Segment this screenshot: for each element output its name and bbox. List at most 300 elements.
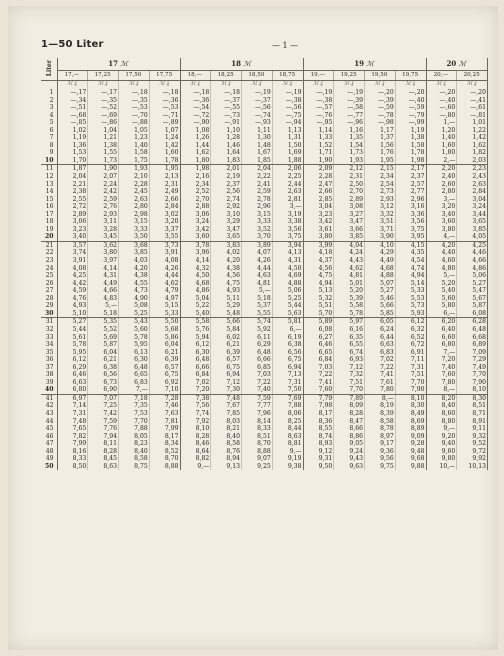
price-cell: 4,20 (426, 241, 457, 249)
price-cell: 7,13 (272, 371, 303, 379)
liter-cell: 1 (41, 89, 57, 97)
price-cell: 7,99 (149, 425, 180, 433)
price-cell: —,71 (149, 112, 180, 120)
price-cell: 2,84 (457, 188, 488, 196)
price-cell: —,98 (365, 119, 396, 127)
price-cell: —,41 (457, 97, 488, 105)
price-cell: 8,51 (242, 433, 273, 441)
price-cell: 8,40 (426, 402, 457, 410)
table-row (41, 173, 488, 181)
liter-cell: 42 (41, 402, 57, 410)
price-cell: 1,21 (88, 134, 119, 142)
price-cell: 7,07 (88, 394, 119, 402)
price-cell: 6,29 (242, 341, 273, 349)
price-cell: —,53 (119, 104, 150, 112)
price-cell: 2,98 (119, 211, 150, 219)
table-row (41, 364, 488, 372)
price-cell: 6,12 (395, 318, 426, 326)
price-cell: 1,40 (119, 142, 150, 150)
price-cell: —,68 (57, 112, 88, 120)
price-cell: 7,38 (180, 394, 211, 402)
price-cell: 6,02 (211, 334, 242, 342)
price-cell: 2,70 (334, 188, 365, 196)
price-cell: 2,93 (365, 196, 396, 204)
price-cell: —,57 (303, 104, 334, 112)
price-cell: 1,10 (211, 127, 242, 135)
price-cell: —,72 (180, 112, 211, 120)
price-cell: 3,04 (303, 203, 334, 211)
price-cell: 3,12 (365, 203, 396, 211)
unit-cell: ℳ ₰ (272, 81, 303, 90)
price-cell: 2,77 (395, 188, 426, 196)
price-cell: 7,12 (211, 379, 242, 387)
price-cell: 9,56 (365, 455, 396, 463)
liter-cell: 6 (41, 127, 57, 135)
price-cell: 7,70 (395, 379, 426, 387)
price-cell: 4,38 (119, 272, 150, 280)
price-cell: 3,16 (395, 203, 426, 211)
price-cell: 4,75 (303, 272, 334, 280)
price-cell: 2,59 (88, 196, 119, 204)
price-cell: 4,26 (149, 265, 180, 273)
price-cell: 3,20 (426, 203, 457, 211)
price-cell: 6,52 (395, 334, 426, 342)
liter-cell: 50 (41, 463, 57, 471)
price-cell: 6,63 (57, 379, 88, 387)
liter-cell: 17 (41, 211, 57, 219)
price-cell: 6,75 (272, 356, 303, 364)
price-cell: 1,62 (180, 149, 211, 157)
price-cell: 8,19 (365, 402, 396, 410)
price-cell: 3,90 (365, 233, 396, 241)
unit-cell: ℳ ₰ (180, 81, 211, 90)
price-cell: 4,07 (242, 249, 273, 257)
table-row (41, 310, 488, 318)
liter-cell: 37 (41, 364, 57, 372)
price-cell: 8,74 (303, 433, 334, 441)
price-cell: 1,50 (272, 142, 303, 150)
price-cell: 6,13 (119, 349, 150, 357)
price-cell: 3,— (272, 203, 303, 211)
liter-cell: 2 (41, 97, 57, 105)
price-cell: 3,27 (334, 211, 365, 219)
price-cell: 7,88 (119, 425, 150, 433)
price-cell: 6,91 (395, 349, 426, 357)
price-cell: 3,47 (211, 226, 242, 234)
price-cell: 5,66 (365, 302, 396, 310)
price-group-label: 19 (354, 58, 365, 68)
price-cell: 1,62 (457, 142, 488, 150)
price-cell: 4,26 (242, 257, 273, 265)
price-cell: 2,20 (426, 165, 457, 173)
price-cell: 2,03 (457, 157, 488, 165)
price-cell: 7,70 (119, 418, 150, 426)
price-cell: —,88 (119, 119, 150, 127)
price-cell: 5,94 (180, 334, 211, 342)
liter-cell: 43 (41, 410, 57, 418)
price-cell: 7,— (426, 349, 457, 357)
price-cell: 2,63 (457, 181, 488, 189)
price-cell: 3,85 (334, 233, 365, 241)
price-cell: 3,57 (57, 241, 88, 249)
price-cell: —,80 (426, 112, 457, 120)
price-cell: 7,63 (149, 410, 180, 418)
liter-cell: 9 (41, 149, 57, 157)
price-cell: 1,08 (180, 127, 211, 135)
price-cell: 8,39 (365, 410, 396, 418)
price-cell: 1,55 (88, 149, 119, 157)
price-cell: 9,63 (334, 463, 365, 471)
price-cell: 3,61 (303, 226, 334, 234)
price-cell: —,19 (242, 89, 273, 97)
price-cell: 8,— (426, 386, 457, 394)
price-cell: —,38 (272, 97, 303, 105)
price-cell: 6,12 (180, 341, 211, 349)
price-cell: 1,11 (242, 127, 273, 135)
price-cell: 1,28 (211, 134, 242, 142)
price-cell: 8,28 (180, 433, 211, 441)
price-cell: 8,55 (303, 425, 334, 433)
price-cell: 7,20 (426, 356, 457, 364)
price-cell: 7,40 (426, 364, 457, 372)
price-subheader: 18,50 (242, 71, 273, 81)
price-cell: 3,75 (272, 233, 303, 241)
liter-cell: 10 (41, 157, 57, 165)
price-cell: 6,08 (457, 310, 488, 318)
price-cell: 2,31 (149, 181, 180, 189)
liter-cell: 27 (41, 287, 57, 295)
price-cell: —,19 (334, 89, 365, 97)
price-cell: 2,09 (303, 165, 334, 173)
price-cell: 5,35 (88, 318, 119, 326)
price-cell: 7,82 (57, 433, 88, 441)
price-cell: 2,81 (272, 196, 303, 204)
price-cell: 1,85 (242, 157, 273, 165)
price-cell: 4,83 (88, 295, 119, 303)
price-cell: 8,34 (149, 440, 180, 448)
price-cell: —,20 (457, 89, 488, 97)
price-cell: —,37 (242, 97, 273, 105)
price-cell: 8,58 (211, 440, 242, 448)
price-cell: —,53 (149, 104, 180, 112)
table-row (41, 127, 488, 135)
price-cell: 5,78 (119, 334, 150, 342)
price-cell: —,79 (395, 112, 426, 120)
price-cell: 8,33 (57, 455, 88, 463)
price-cell: 10,— (426, 463, 457, 471)
price-cell: —,40 (395, 97, 426, 105)
price-cell: 8,11 (88, 440, 119, 448)
price-cell: 3,23 (57, 226, 88, 234)
price-cell: 5,48 (211, 310, 242, 318)
price-cell: 5,84 (211, 326, 242, 334)
price-cell: 9,75 (365, 463, 396, 471)
price-cell: 2,89 (334, 196, 365, 204)
price-cell: 2,37 (395, 173, 426, 181)
table-body (41, 81, 488, 471)
price-cell: 6,56 (272, 349, 303, 357)
price-cell: 7,30 (211, 386, 242, 394)
price-cell: 6,57 (211, 356, 242, 364)
price-cell: 1,76 (365, 149, 396, 157)
price-cell: —,18 (180, 89, 211, 97)
liter-cell: 30 (41, 310, 57, 318)
price-cell: 5,85 (365, 310, 396, 318)
liter-cell: 38 (41, 371, 57, 379)
price-cell: 5,46 (365, 295, 396, 303)
price-cell: 7,70 (334, 386, 365, 394)
price-cell: 4,15 (395, 241, 426, 249)
price-cell: 7,90 (457, 379, 488, 387)
price-cell: 5,29 (211, 302, 242, 310)
price-cell: 2,16 (180, 173, 211, 181)
price-cell: 4,68 (180, 280, 211, 288)
unit-cell: ℳ ₰ (57, 81, 88, 90)
price-cell: 9,36 (365, 448, 396, 456)
price-cell: —,19 (303, 89, 334, 97)
price-cell: 1,20 (426, 127, 457, 135)
price-cell: 5,32 (303, 295, 334, 303)
price-cell: 2,43 (457, 173, 488, 181)
price-cell: 9,40 (426, 440, 457, 448)
price-cell: 3,47 (334, 218, 365, 226)
price-cell: 7,48 (211, 394, 242, 402)
price-cell: 5,25 (119, 310, 150, 318)
table-row (41, 440, 488, 448)
price-group-header (426, 58, 488, 71)
price-cell: 6,75 (211, 364, 242, 372)
price-group-label: 20 (446, 58, 457, 68)
price-cell: —,54 (180, 104, 211, 112)
price-cell: 7,76 (88, 425, 119, 433)
price-cell: 2,10 (119, 173, 150, 181)
price-cell: 2,66 (303, 188, 334, 196)
price-cell: 7,80 (365, 386, 396, 394)
price-cell: 2,37 (211, 181, 242, 189)
price-cell: 4,49 (88, 280, 119, 288)
price-cell: 4,20 (119, 265, 150, 273)
unit-cell: ℳ ₰ (457, 81, 488, 90)
price-cell: 8,93 (303, 440, 334, 448)
price-cell: —,37 (211, 97, 242, 105)
liter-cell: 19 (41, 226, 57, 234)
price-cell: —,60 (426, 104, 457, 112)
price-cell: 2,21 (57, 181, 88, 189)
price-cell: 3,68 (119, 241, 150, 249)
price-cell: 2,60 (426, 181, 457, 189)
price-cell: 3,80 (88, 249, 119, 257)
price-cell: 6,92 (149, 379, 180, 387)
price-cell: 3,97 (88, 257, 119, 265)
table-row (41, 142, 488, 150)
page-sheet (8, 6, 498, 650)
price-cell: 4,56 (211, 272, 242, 280)
unit-cell: ℳ ₰ (334, 81, 365, 90)
liter-cell: 41 (41, 394, 57, 402)
price-cell: 5,55 (242, 310, 273, 318)
price-cell: —,18 (211, 89, 242, 97)
price-cell: 2,70 (180, 196, 211, 204)
price-cell: 7,20 (180, 386, 211, 394)
price-cell: 3,52 (242, 226, 273, 234)
price-cell: 6,39 (149, 356, 180, 364)
price-cell: 4,20 (211, 257, 242, 265)
price-cell: 8,17 (149, 433, 180, 441)
price-cell: 8,80 (426, 418, 457, 426)
price-cell: 4,88 (272, 280, 303, 288)
price-subheader: 19,— (303, 71, 334, 81)
price-cell: 7,77 (242, 402, 273, 410)
price-cell: 6,38 (272, 341, 303, 349)
price-cell: 8,51 (457, 402, 488, 410)
price-cell: 5,14 (395, 280, 426, 288)
price-cell: —,75 (272, 112, 303, 120)
price-cell: 7,51 (395, 371, 426, 379)
price-cell: 4,81 (242, 280, 273, 288)
unit-cell: ℳ ₰ (242, 81, 273, 90)
price-cell: 1,98 (180, 165, 211, 173)
price-cell: 2,12 (334, 165, 365, 173)
price-cell: 6,65 (303, 349, 334, 357)
price-cell: 6,55 (334, 341, 365, 349)
price-cell: 8,52 (149, 448, 180, 456)
price-cell: 3,— (426, 196, 457, 204)
price-cell: 6,57 (149, 364, 180, 372)
table-row (41, 272, 488, 280)
price-cell: 5,01 (334, 280, 365, 288)
price-cell: 6,65 (119, 371, 150, 379)
price-cell: —,18 (119, 89, 150, 97)
table-row (41, 433, 488, 441)
price-subheader: 18,25 (211, 71, 242, 81)
price-cell: 4,68 (365, 265, 396, 273)
price-subheader: 20,— (426, 71, 457, 81)
price-cell: —,58 (334, 104, 365, 112)
unit-cell: ℳ ₰ (395, 81, 426, 90)
price-cell: 1,82 (457, 149, 488, 157)
price-cell: 6,46 (57, 371, 88, 379)
price-cell: —,34 (57, 97, 88, 105)
price-cell: —,59 (365, 104, 396, 112)
price-cell: 1,80 (426, 149, 457, 157)
price-cell: 6,04 (149, 341, 180, 349)
price-cell: 1,38 (88, 142, 119, 150)
liter-cell: 22 (41, 249, 57, 257)
price-cell: 2,73 (365, 188, 396, 196)
price-cell: 3,96 (180, 249, 211, 257)
price-cell: 2,28 (119, 181, 150, 189)
price-cell: 8,50 (57, 463, 88, 471)
price-cell: —,36 (149, 97, 180, 105)
price-cell: 8,09 (334, 402, 365, 410)
price-cell: —,56 (272, 104, 303, 112)
price-cell: 6,97 (57, 394, 88, 402)
price-cell: 7,22 (303, 371, 334, 379)
price-cell: 3,60 (180, 233, 211, 241)
price-cell: 1,02 (57, 127, 88, 135)
price-cell: 1,52 (303, 142, 334, 150)
price-cell: 4,25 (457, 241, 488, 249)
price-cell: 8,86 (334, 433, 365, 441)
price-cell: —,36 (180, 97, 211, 105)
price-cell: 2,55 (57, 196, 88, 204)
price-cell: 1,90 (303, 157, 334, 165)
price-cell: 5,58 (180, 318, 211, 326)
table-row (41, 341, 488, 349)
price-cell: 6,16 (334, 326, 365, 334)
price-cell: 8,10 (180, 425, 211, 433)
price-cell: 8,23 (119, 440, 150, 448)
price-cell: 2,34 (365, 173, 396, 181)
table-row (41, 394, 488, 402)
price-cell: 1,78 (395, 149, 426, 157)
price-cell: 6,12 (57, 356, 88, 364)
price-cell: —,78 (365, 112, 396, 120)
price-cell: 7,74 (180, 410, 211, 418)
price-cell: —,35 (88, 97, 119, 105)
price-group-header (303, 58, 426, 71)
price-cell: 6,08 (303, 326, 334, 334)
price-cell: 1,64 (211, 149, 242, 157)
price-cell: 6,21 (88, 356, 119, 364)
price-cell: 4,75 (211, 280, 242, 288)
price-cell: 1,71 (303, 149, 334, 157)
price-cell: 8,63 (272, 433, 303, 441)
price-subheader: 20,25 (457, 71, 488, 81)
price-cell: 7,41 (365, 371, 396, 379)
price-cell: 8,30 (457, 394, 488, 402)
price-cell: 1,87 (57, 165, 88, 173)
price-cell: 6,73 (88, 379, 119, 387)
price-cell: 8,03 (211, 418, 242, 426)
price-cell: 4,13 (272, 249, 303, 257)
price-group-header (57, 58, 180, 71)
price-cell: 7,51 (334, 379, 365, 387)
unit-cell: ℳ ₰ (88, 81, 119, 90)
price-cell: —,94 (272, 119, 303, 127)
price-cell: 2,19 (211, 173, 242, 181)
price-cell: 3,50 (119, 233, 150, 241)
price-cell: 2,88 (180, 203, 211, 211)
price-cell: 4,40 (426, 249, 457, 257)
liter-cell: 36 (41, 356, 57, 364)
price-cell: 8,89 (395, 425, 426, 433)
table-row (41, 226, 488, 234)
price-cell: 5,60 (119, 326, 150, 334)
price-cell: 5,25 (272, 295, 303, 303)
price-cell: 6,89 (457, 341, 488, 349)
price-cell: 4,74 (395, 265, 426, 273)
price-cell: 9,20 (426, 433, 457, 441)
price-cell: 6,32 (395, 326, 426, 334)
price-cell: 2,63 (272, 188, 303, 196)
table-row (41, 89, 488, 97)
table-row (41, 463, 488, 471)
price-cell: —,93 (242, 119, 273, 127)
price-cell: 4,66 (88, 287, 119, 295)
price-cell: 4,50 (272, 265, 303, 273)
price-cell: 5,66 (211, 318, 242, 326)
table-row (41, 165, 488, 173)
price-cell: 8,76 (211, 448, 242, 456)
price-cell: 9,05 (334, 440, 365, 448)
price-cell: 7,70 (457, 371, 488, 379)
price-cell: 1,07 (149, 127, 180, 135)
price-cell: 5,37 (242, 302, 273, 310)
price-cell: 8,49 (395, 410, 426, 418)
price-cell: 1,93 (334, 157, 365, 165)
liter-cell: 25 (41, 272, 57, 280)
